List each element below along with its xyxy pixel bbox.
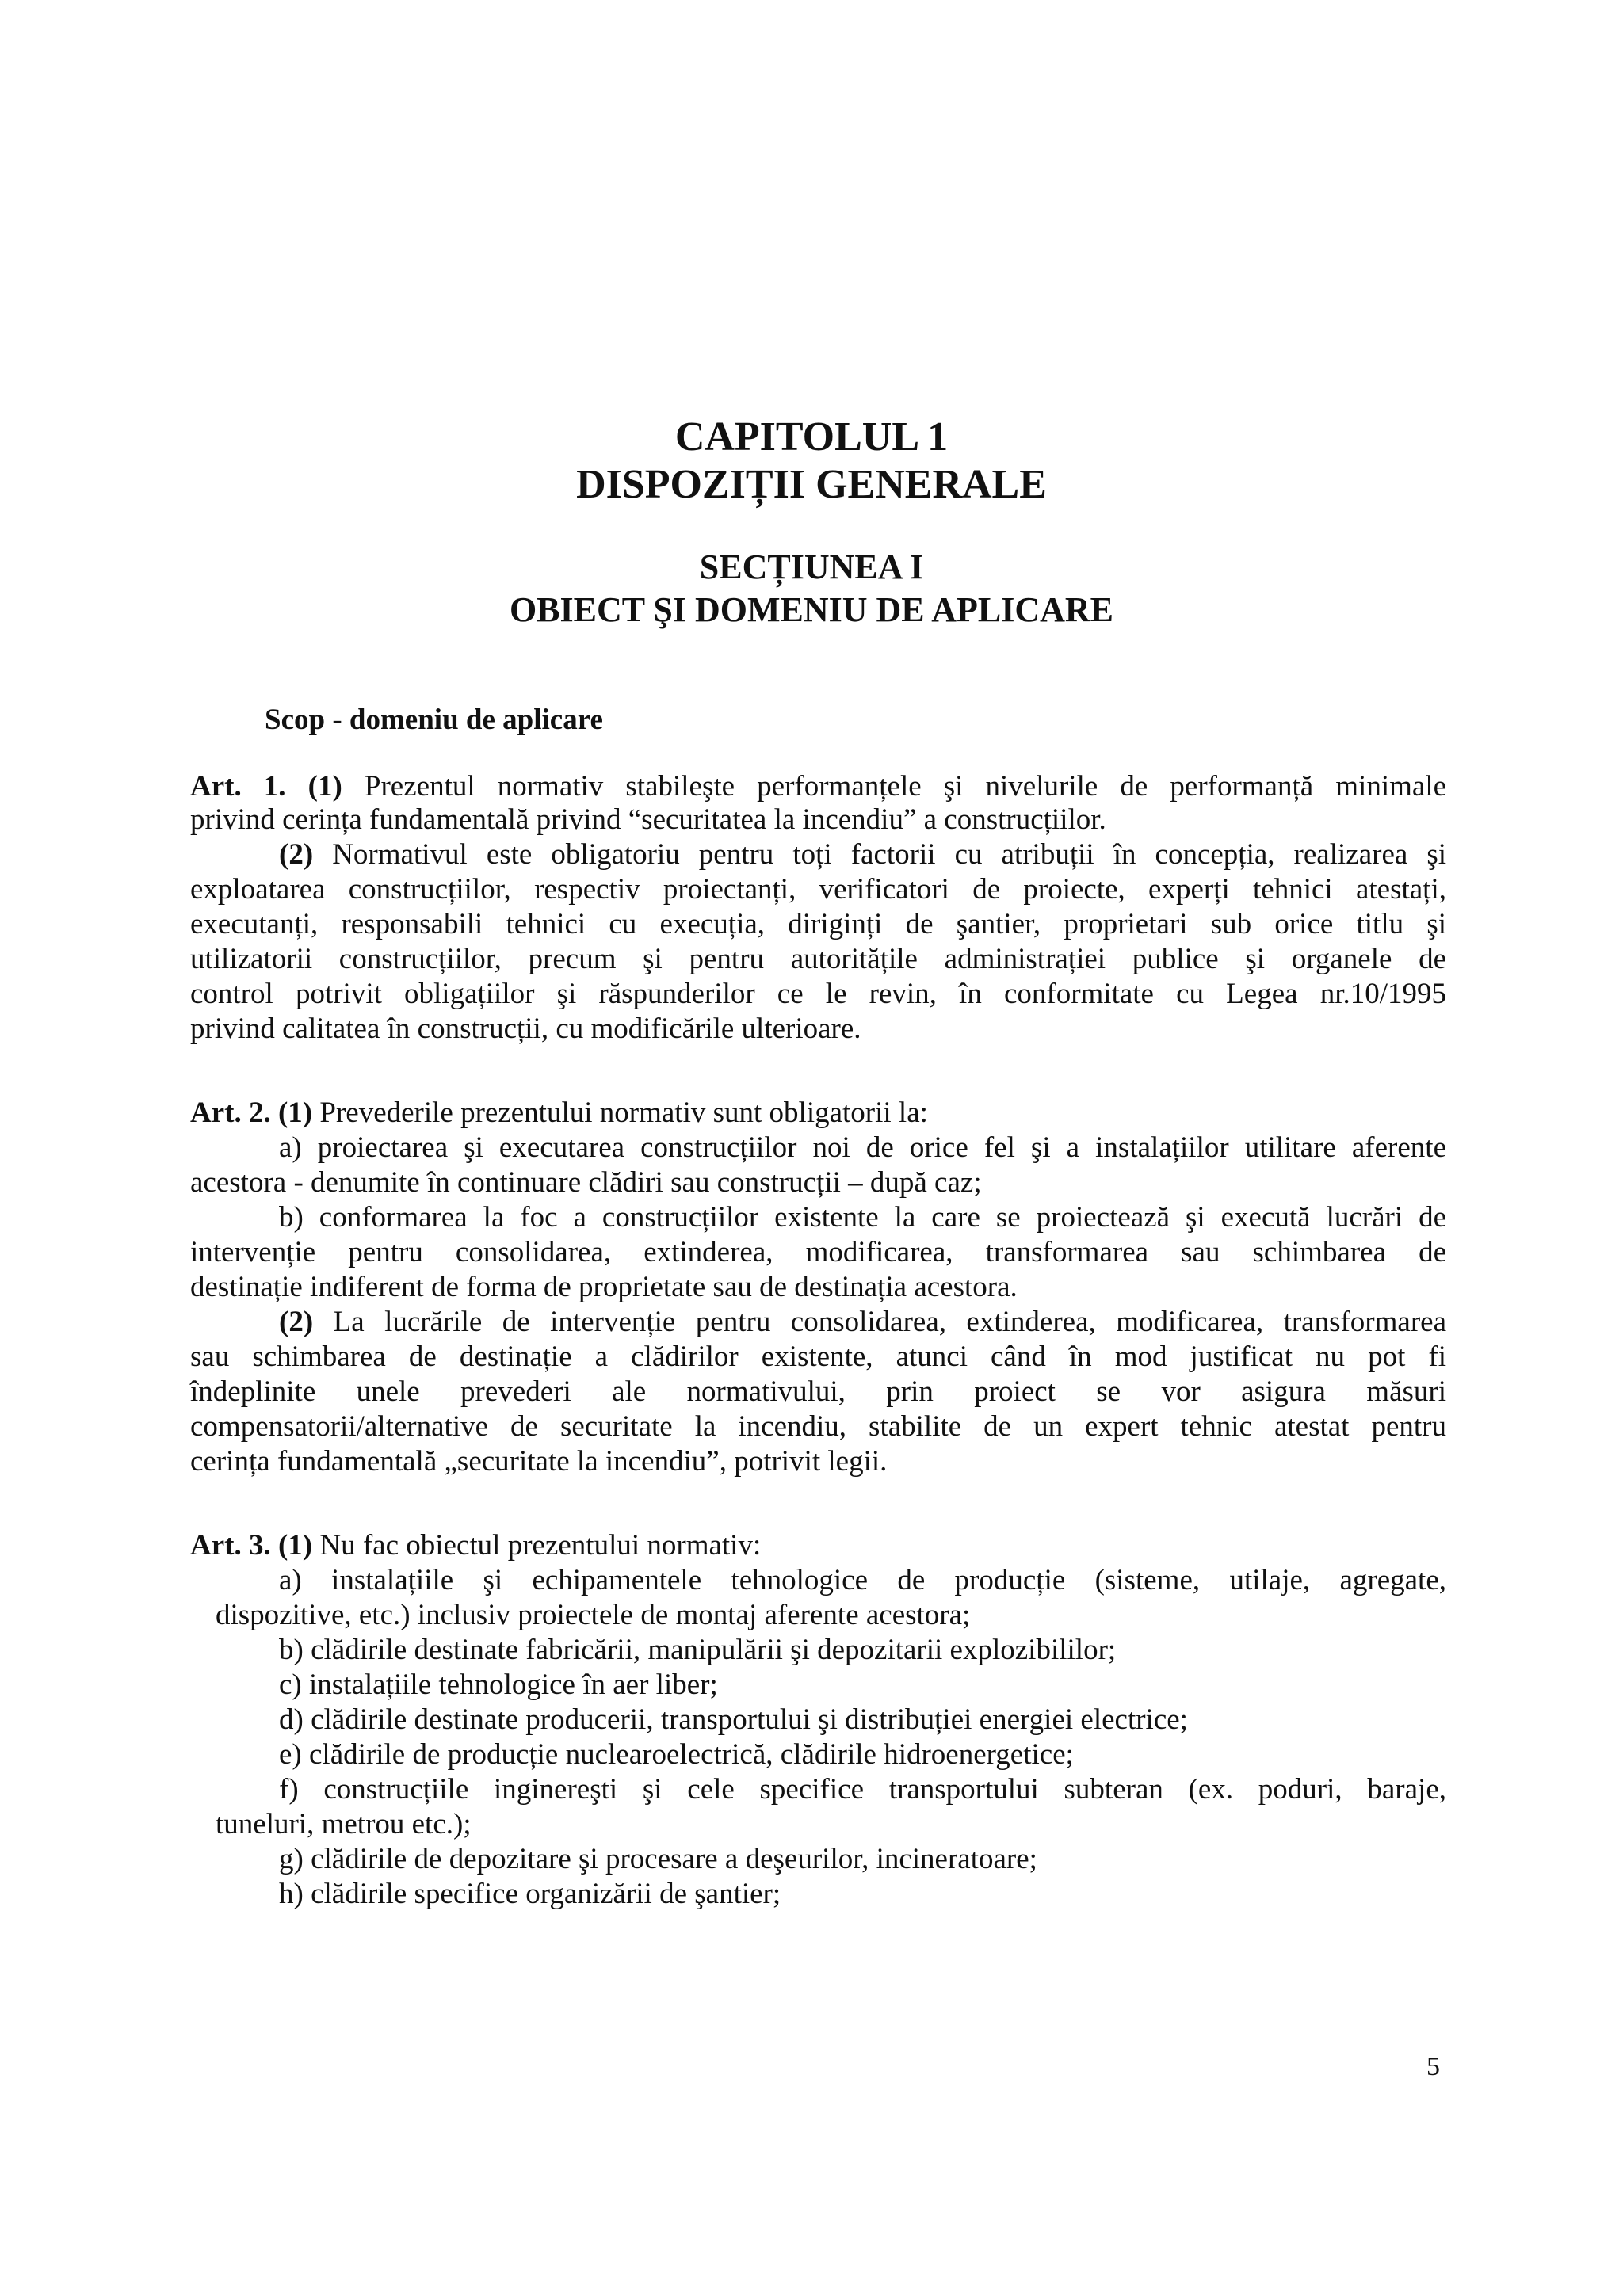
art3-line: a) instalațiile şi echipamentele tehnologice de producție (sisteme, utilaje, agregate, (279, 1564, 1446, 1596)
art3-line: g) clădirile de depozitare şi procesare a deşeurilor, incineratoare; (279, 1843, 1037, 1875)
art1-line: exploatarea construcțiilor, respectiv proiectanți, verificatori de proiecte, experți tehnici atestați, (190, 873, 1446, 906)
chapter-subtitle: DISPOZIȚII GENERALE (576, 462, 1047, 507)
art1-label: Art. 1. (190, 770, 286, 803)
section-title: SECȚIUNEA I (699, 547, 924, 586)
art2-line: Art. 2. (1) Prevederile prezentului normativ sunt obligatorii la: (190, 1097, 928, 1129)
art2-line: compensatorii/alternative de securitate la incendiu, stabilite de un expert tehnic atestat pentru (190, 1410, 1446, 1443)
art3-line: dispozitive, etc.) inclusiv proiectele de montaj aferente acestora; (216, 1599, 971, 1631)
art1-line: (2) Normativul este obligatoriu pentru toți factorii cu atribuții în concepția, realizarea şi (279, 838, 1447, 871)
art3-line: e) clădirile de producție nuclearoelectrică, clădirile hidroenergetice; (279, 1738, 1074, 1771)
art2-label: Art. 2. (190, 1097, 271, 1129)
art2-line: îndeplinite unele prevederi ale normativului, prin proiect se vor asigura măsuri (190, 1375, 1446, 1408)
art1-p1-num: (1) (307, 770, 342, 803)
page-number: 5 (1426, 2052, 1440, 2081)
chapter-title: CAPITOLUL 1 (674, 414, 949, 460)
scope-heading: Scop - domeniu de aplicare (265, 704, 603, 736)
art2-line: (2) La lucrările de intervenție pentru consolidarea, extinderea, modificarea, transformarea (279, 1306, 1446, 1338)
art1-line: executanți, responsabili tehnici cu execuția, diriginți de şantier, proprietari sub orice titlu şi (190, 908, 1446, 940)
art3-line: f) construcțiile inginereşti şi cele specifice transportului subteran (ex. poduri, baraje, (279, 1773, 1446, 1806)
art1-line: utilizatorii construcțiilor, precum şi pentru autoritățile administrației publice şi organele de (190, 943, 1446, 975)
art2-line: acestora - denumite în continuare clădiri sau construcții – după caz; (190, 1166, 982, 1199)
art3-line: tuneluri, metrou etc.); (216, 1808, 472, 1840)
art3-line: d) clădirile destinate producerii, transportului şi distribuției energiei electrice; (279, 1703, 1188, 1736)
art1-line: control potrivit obligațiilor şi răspunderilor ce le revin, în conformitate cu Legea nr.10/1995 (190, 978, 1446, 1010)
art3-p1-num: (1) (277, 1529, 313, 1562)
art2-line: b) conformarea la foc a construcțiilor existente la care se proiectează şi execută lucrări de (279, 1201, 1446, 1234)
art2-line: cerința fundamentală „securitate la incendiu”, potrivit legii. (190, 1445, 888, 1478)
art3-label: Art. 3. (190, 1529, 271, 1562)
art3-line: c) instalațiile tehnologice în aer liber; (279, 1669, 718, 1701)
art2-line: intervenție pentru consolidarea, extinderea, modificarea, transformarea sau schimbarea de (190, 1236, 1446, 1268)
art1-p2-num: (2) (279, 838, 314, 871)
art3-line: h) clădirile specifice organizării de şantier; (279, 1878, 781, 1910)
art3-line: Art. 3. (1) Nu fac obiectul prezentului normativ: (190, 1529, 762, 1562)
art2-line: a) proiectarea şi executarea construcțiilor noi de orice fel şi a instalațiilor utilitare aferente (279, 1131, 1446, 1164)
art3-line: b) clădirile destinate fabricării, manipulării şi depozitarii explozibililor; (279, 1634, 1117, 1666)
art1-line: Art. 1. (1) Prezentul normativ stabileşte performanțele şi nivelurile de performanță minimale (190, 770, 1447, 803)
art2-p2-num: (2) (279, 1306, 314, 1338)
art1-line: privind cerința fundamentală privind “securitatea la incendiu” a construcțiilor. (190, 803, 1106, 836)
art1-line: privind calitatea în construcții, cu modificările ulterioare. (190, 1013, 861, 1045)
art2-line: sau schimbarea de destinație a clădirilor existente, atunci când în mod justificat nu pot fi (190, 1341, 1446, 1373)
art2-line: destinație indiferent de forma de proprietate sau de destinația acestora. (190, 1271, 1018, 1303)
art2-p1-num: (1) (277, 1097, 313, 1129)
section-subtitle: OBIECT ŞI DOMENIU DE APLICARE (509, 590, 1113, 629)
